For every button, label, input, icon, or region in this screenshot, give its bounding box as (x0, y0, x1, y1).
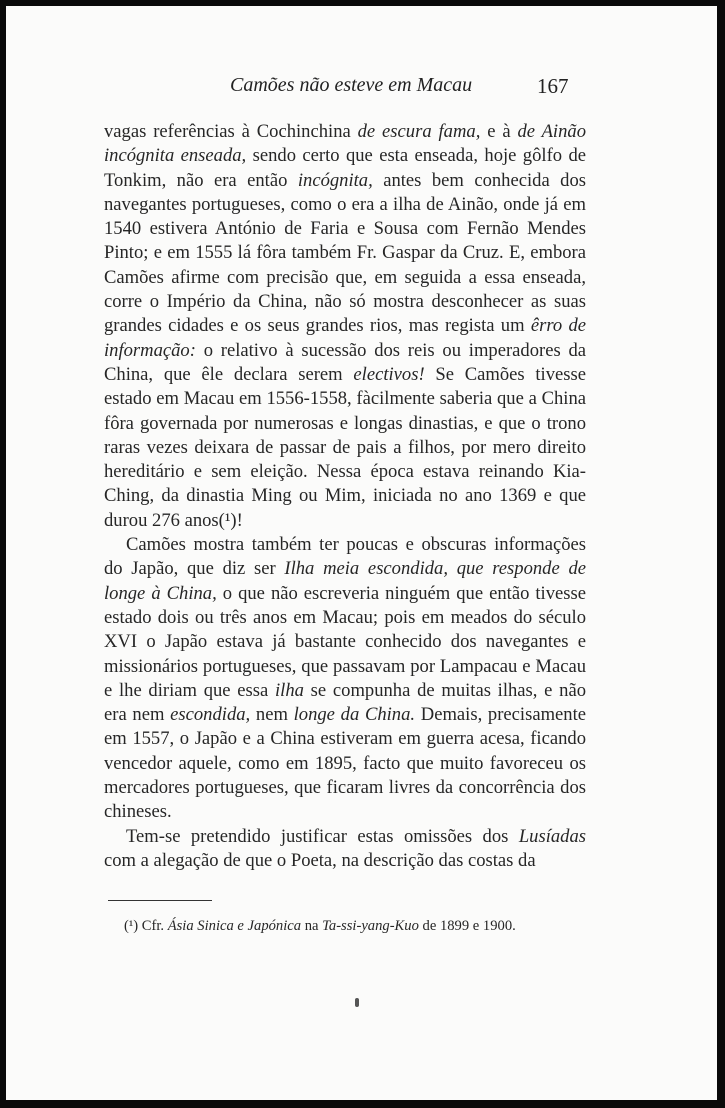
italic-phrase: Ilha meia escondida, que responde de longe à China, (104, 558, 586, 604)
text-run: nem (250, 704, 294, 726)
text-run: se compunha de muitas ilhas, e não era nem (104, 679, 586, 726)
footnote (124, 918, 594, 935)
ink-mark (355, 998, 359, 1007)
footnote-mark: (¹) (124, 918, 139, 934)
italic-phrase: ilha (275, 679, 304, 701)
italic-phrase: Ásia Sinica e Japónica (167, 918, 302, 934)
paragraph-2 (104, 533, 586, 825)
body-text (104, 120, 586, 873)
text-run: Demais, precisamente em 1557, o Japão e a China estiveram em guerra acesa, ficando vencedor aquele, como em 1895, facto que muito favoreceu os mercadores portugueses, que ficaram livres da concorrência dos chineses. (104, 704, 587, 823)
italic-phrase: Lusíadas (518, 825, 586, 847)
book-page (6, 6, 717, 1100)
italic-phrase: longe da China. (293, 704, 416, 726)
text-run: na (301, 918, 323, 934)
text-run: Cfr. (138, 918, 168, 934)
italic-phrase: êrro de informação: (104, 315, 586, 361)
italic-phrase: Ta-ssi-yang-Kuo (322, 918, 419, 934)
italic-phrase: electivos! (353, 363, 425, 385)
italic-phrase: de escura fama, (357, 121, 481, 142)
italic-phrase: escondida, (170, 704, 251, 726)
text-run: antes bem conhecida dos navegantes portugueses, como o era a ilha de Ainão, onde já em 1540 estivera António de Faria e Sousa com Fernão Mendes Pinto; e em 1555 lá fôra também Fr. Gaspar da Cruz. E, embora Camões afirme com precisão que, em seguida a essa enseada, corre o Império da China, não só mostra desconhecer as suas grandes cidades e os seus grandes rios, mas regista um (104, 169, 586, 337)
text-run: o que não escreveria ninguém que então tivesse estado dois ou três anos em Macau; pois em meados do século XVI o Japão estava já bastante conhecido dos navegantes e missionários portugueses, que passavam por Lampacau e Macau e lhe diriam que essa (104, 582, 586, 701)
text-run: de 1899 e 1900. (418, 918, 516, 934)
text-run: Tem-se pretendido justificar estas omissões dos (126, 825, 519, 847)
running-title: Camões não esteve em Macau (230, 74, 473, 96)
text-run: sendo certo que esta enseada, hoje gôlfo de Tonkim, não era então (104, 145, 586, 191)
text-run: o relativo à sucessão dos reis ou imperadores da China, que êle declara serem (104, 339, 586, 385)
running-head (6, 72, 717, 102)
paragraph-3 (104, 825, 586, 874)
text-run: Se Camões tivesse estado em Macau em 1556-1558, fàcilmente saberia que a China fôra governada por numerosas e longas dinastias, e que o trono raras vezes deixara de passar de pais a filhos, por mero direito hereditário e sem eleição. Nessa época estava reinando Kia-Ching, da dinastia Ming ou Mim, iniciada no ano 1369 e que durou 276 anos (104, 363, 586, 531)
text-run: com a alegação de que o Poeta, na descrição das costas da (104, 849, 536, 871)
paragraph-1 (104, 120, 586, 533)
text-run: ! (236, 509, 243, 531)
page-number: 167 (537, 74, 569, 98)
italic-phrase: incógnita, (297, 169, 373, 191)
text-run: Camões mostra também ter poucas e obscuras informações do Japão, que diz ser (104, 534, 586, 580)
italic-phrase: de Ainão incógnita enseada, (104, 121, 586, 167)
text-run: vagas referências à Cochinchina (104, 121, 358, 142)
text-run: e à (480, 121, 518, 142)
footnote-reference: (¹) (218, 509, 237, 531)
footnote-rule (108, 900, 212, 901)
